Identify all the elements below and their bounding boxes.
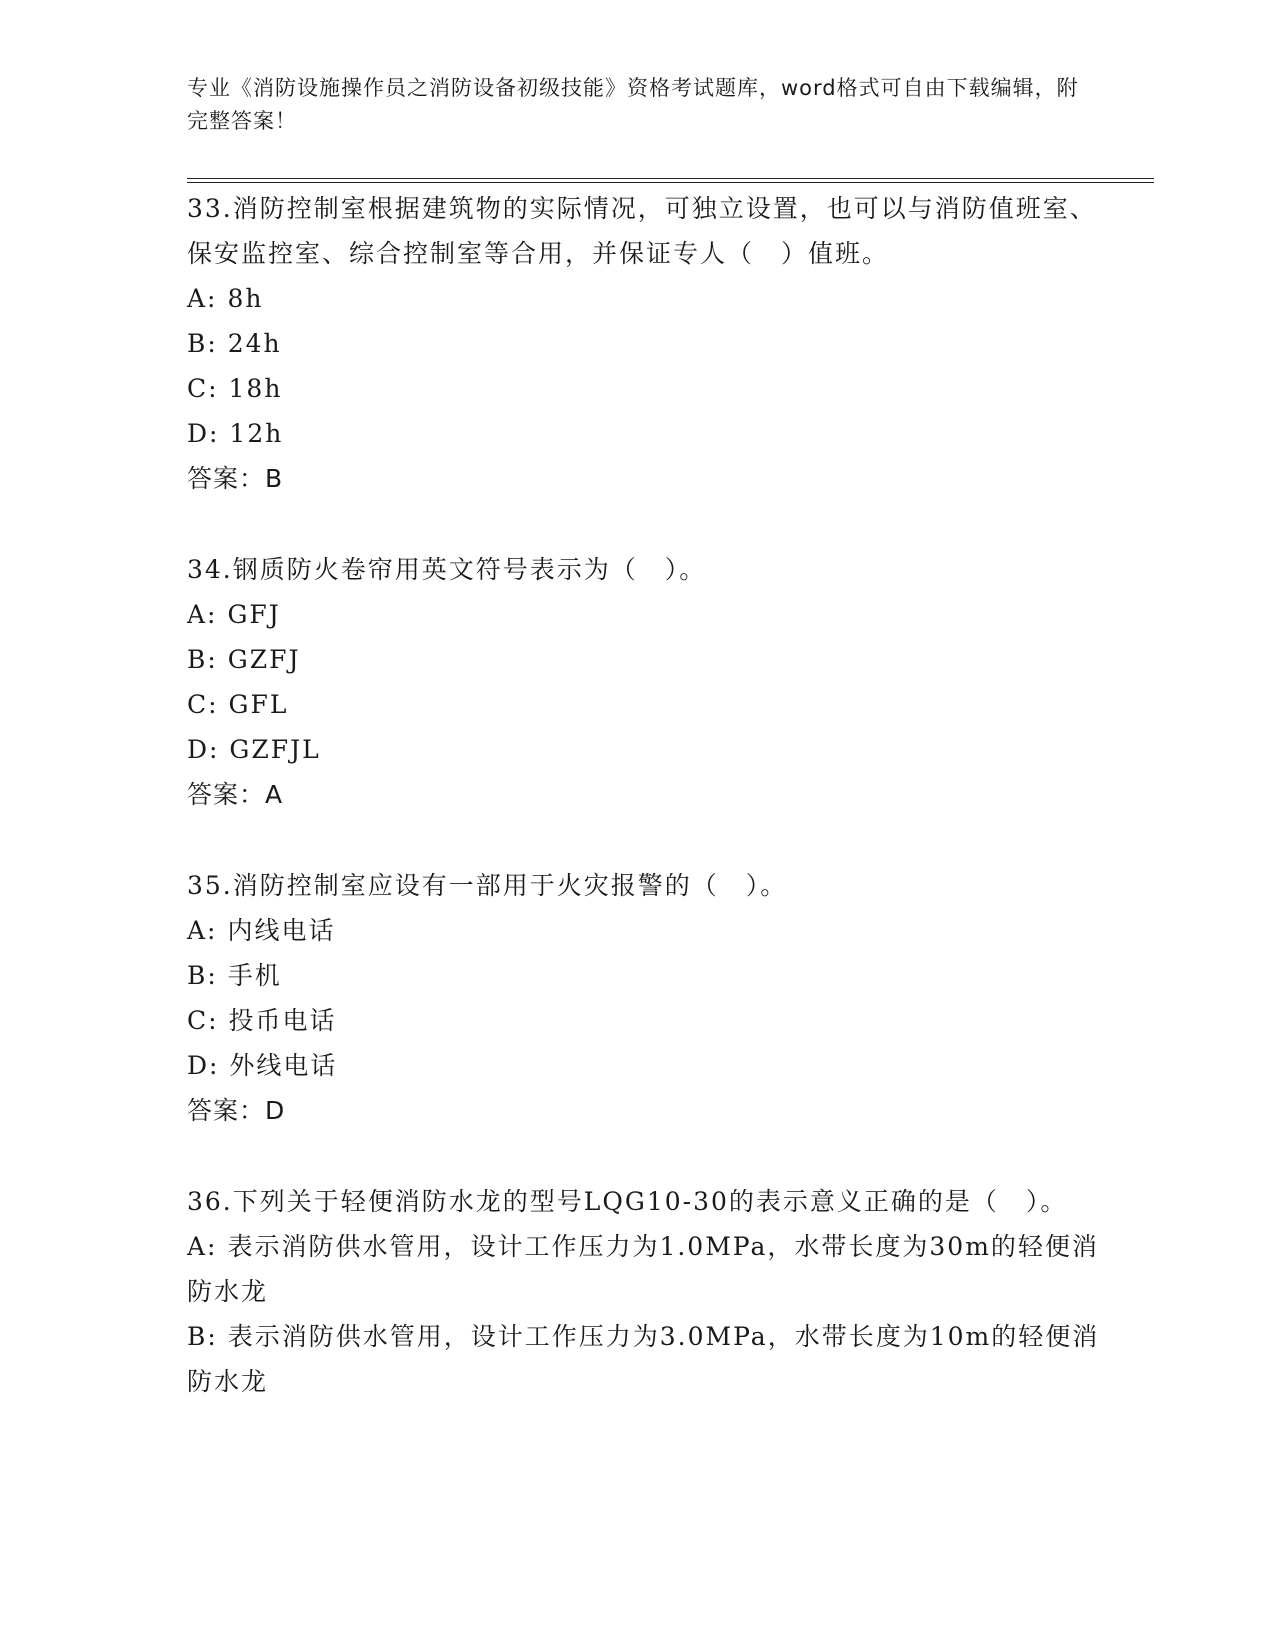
option-a: [187, 908, 1107, 953]
option-c: [187, 682, 1107, 727]
option-letter: D:: [187, 1051, 220, 1080]
question-stem: [187, 186, 1107, 276]
answer-label: 答案：: [187, 780, 266, 809]
question-list: [187, 186, 1107, 1450]
question-number: 35.: [187, 871, 233, 900]
option-text: 8h: [227, 284, 264, 313]
option-letter: D:: [187, 419, 220, 448]
answer-line: [187, 772, 1107, 817]
question-34: [187, 547, 1107, 817]
option-text: GZFJL: [229, 735, 321, 764]
question-number: 33.: [187, 194, 233, 223]
option-text: 表示消防供水管用，设计工作压力为1.0MPa，水带长度为30m的轻便消防水龙: [187, 1232, 1099, 1306]
option-text: 表示消防供水管用，设计工作压力为3.0MPa，水带长度为10m的轻便消防水龙: [187, 1322, 1100, 1396]
option-d: [187, 727, 1107, 772]
option-b: [187, 1314, 1107, 1404]
option-text: GFJ: [227, 600, 281, 629]
option-letter: A:: [187, 916, 218, 945]
option-c: [187, 998, 1107, 1043]
question-text: 消防控制室根据建筑物的实际情况，可独立设置，也可以与消防值班室、保安监控室、综合控制室等合用，并保证专人（ ）值班。: [187, 194, 1097, 268]
option-letter: C:: [187, 1006, 219, 1035]
answer-label: 答案：: [187, 464, 266, 493]
option-b: [187, 321, 1107, 366]
question-stem: [187, 1179, 1107, 1224]
question-number: 36.: [187, 1187, 233, 1216]
option-letter: A:: [187, 1232, 218, 1261]
option-letter: A:: [187, 284, 218, 313]
option-b: [187, 637, 1107, 682]
answer-line: [187, 1088, 1107, 1133]
answer-value: B: [265, 464, 284, 493]
option-d: [187, 1043, 1107, 1088]
option-text: 12h: [229, 419, 284, 448]
question-text: 下列关于轻便消防水龙的型号LQG10-30的表示意义正确的是（ ）。: [232, 1187, 1068, 1216]
option-letter: C:: [187, 374, 219, 403]
question-stem: [187, 863, 1107, 908]
document-header: 专业《消防设施操作员之消防设备初级技能》资格考试题库，word格式可自由下载编辑，附完整答案！: [187, 76, 1079, 133]
option-text: 18h: [228, 374, 283, 403]
question-36: [187, 1179, 1107, 1404]
option-c: [187, 366, 1107, 411]
option-letter: B:: [187, 329, 218, 358]
option-text: 内线电话: [227, 916, 336, 945]
answer-line: [187, 456, 1107, 501]
option-a: [187, 592, 1107, 637]
question-33: [187, 186, 1107, 501]
option-letter: A:: [187, 600, 218, 629]
answer-value: A: [265, 780, 284, 809]
question-35: [187, 863, 1107, 1133]
option-letter: B:: [187, 1322, 218, 1351]
question-text: 钢质防火卷帘用英文符号表示为（ ）。: [232, 555, 707, 584]
option-d: [187, 411, 1107, 456]
question-text: 消防控制室应设有一部用于火灾报警的（ ）。: [232, 871, 788, 900]
question-stem: [187, 547, 1107, 592]
option-letter: D:: [187, 735, 220, 764]
option-text: 手机: [227, 961, 282, 990]
option-text: 投币电话: [228, 1006, 337, 1035]
option-letter: B:: [187, 961, 218, 990]
option-letter: C:: [187, 690, 219, 719]
option-a: [187, 276, 1107, 321]
header-double-rule: [187, 178, 1154, 183]
option-letter: B:: [187, 645, 218, 674]
option-text: GFL: [228, 690, 289, 719]
answer-value: D: [265, 1096, 286, 1125]
option-a: [187, 1224, 1107, 1314]
option-text: 24h: [227, 329, 282, 358]
option-b: [187, 953, 1107, 998]
answer-label: 答案：: [187, 1096, 266, 1125]
question-number: 34.: [187, 555, 233, 584]
option-text: 外线电话: [229, 1051, 338, 1080]
option-text: GZFJ: [227, 645, 301, 674]
